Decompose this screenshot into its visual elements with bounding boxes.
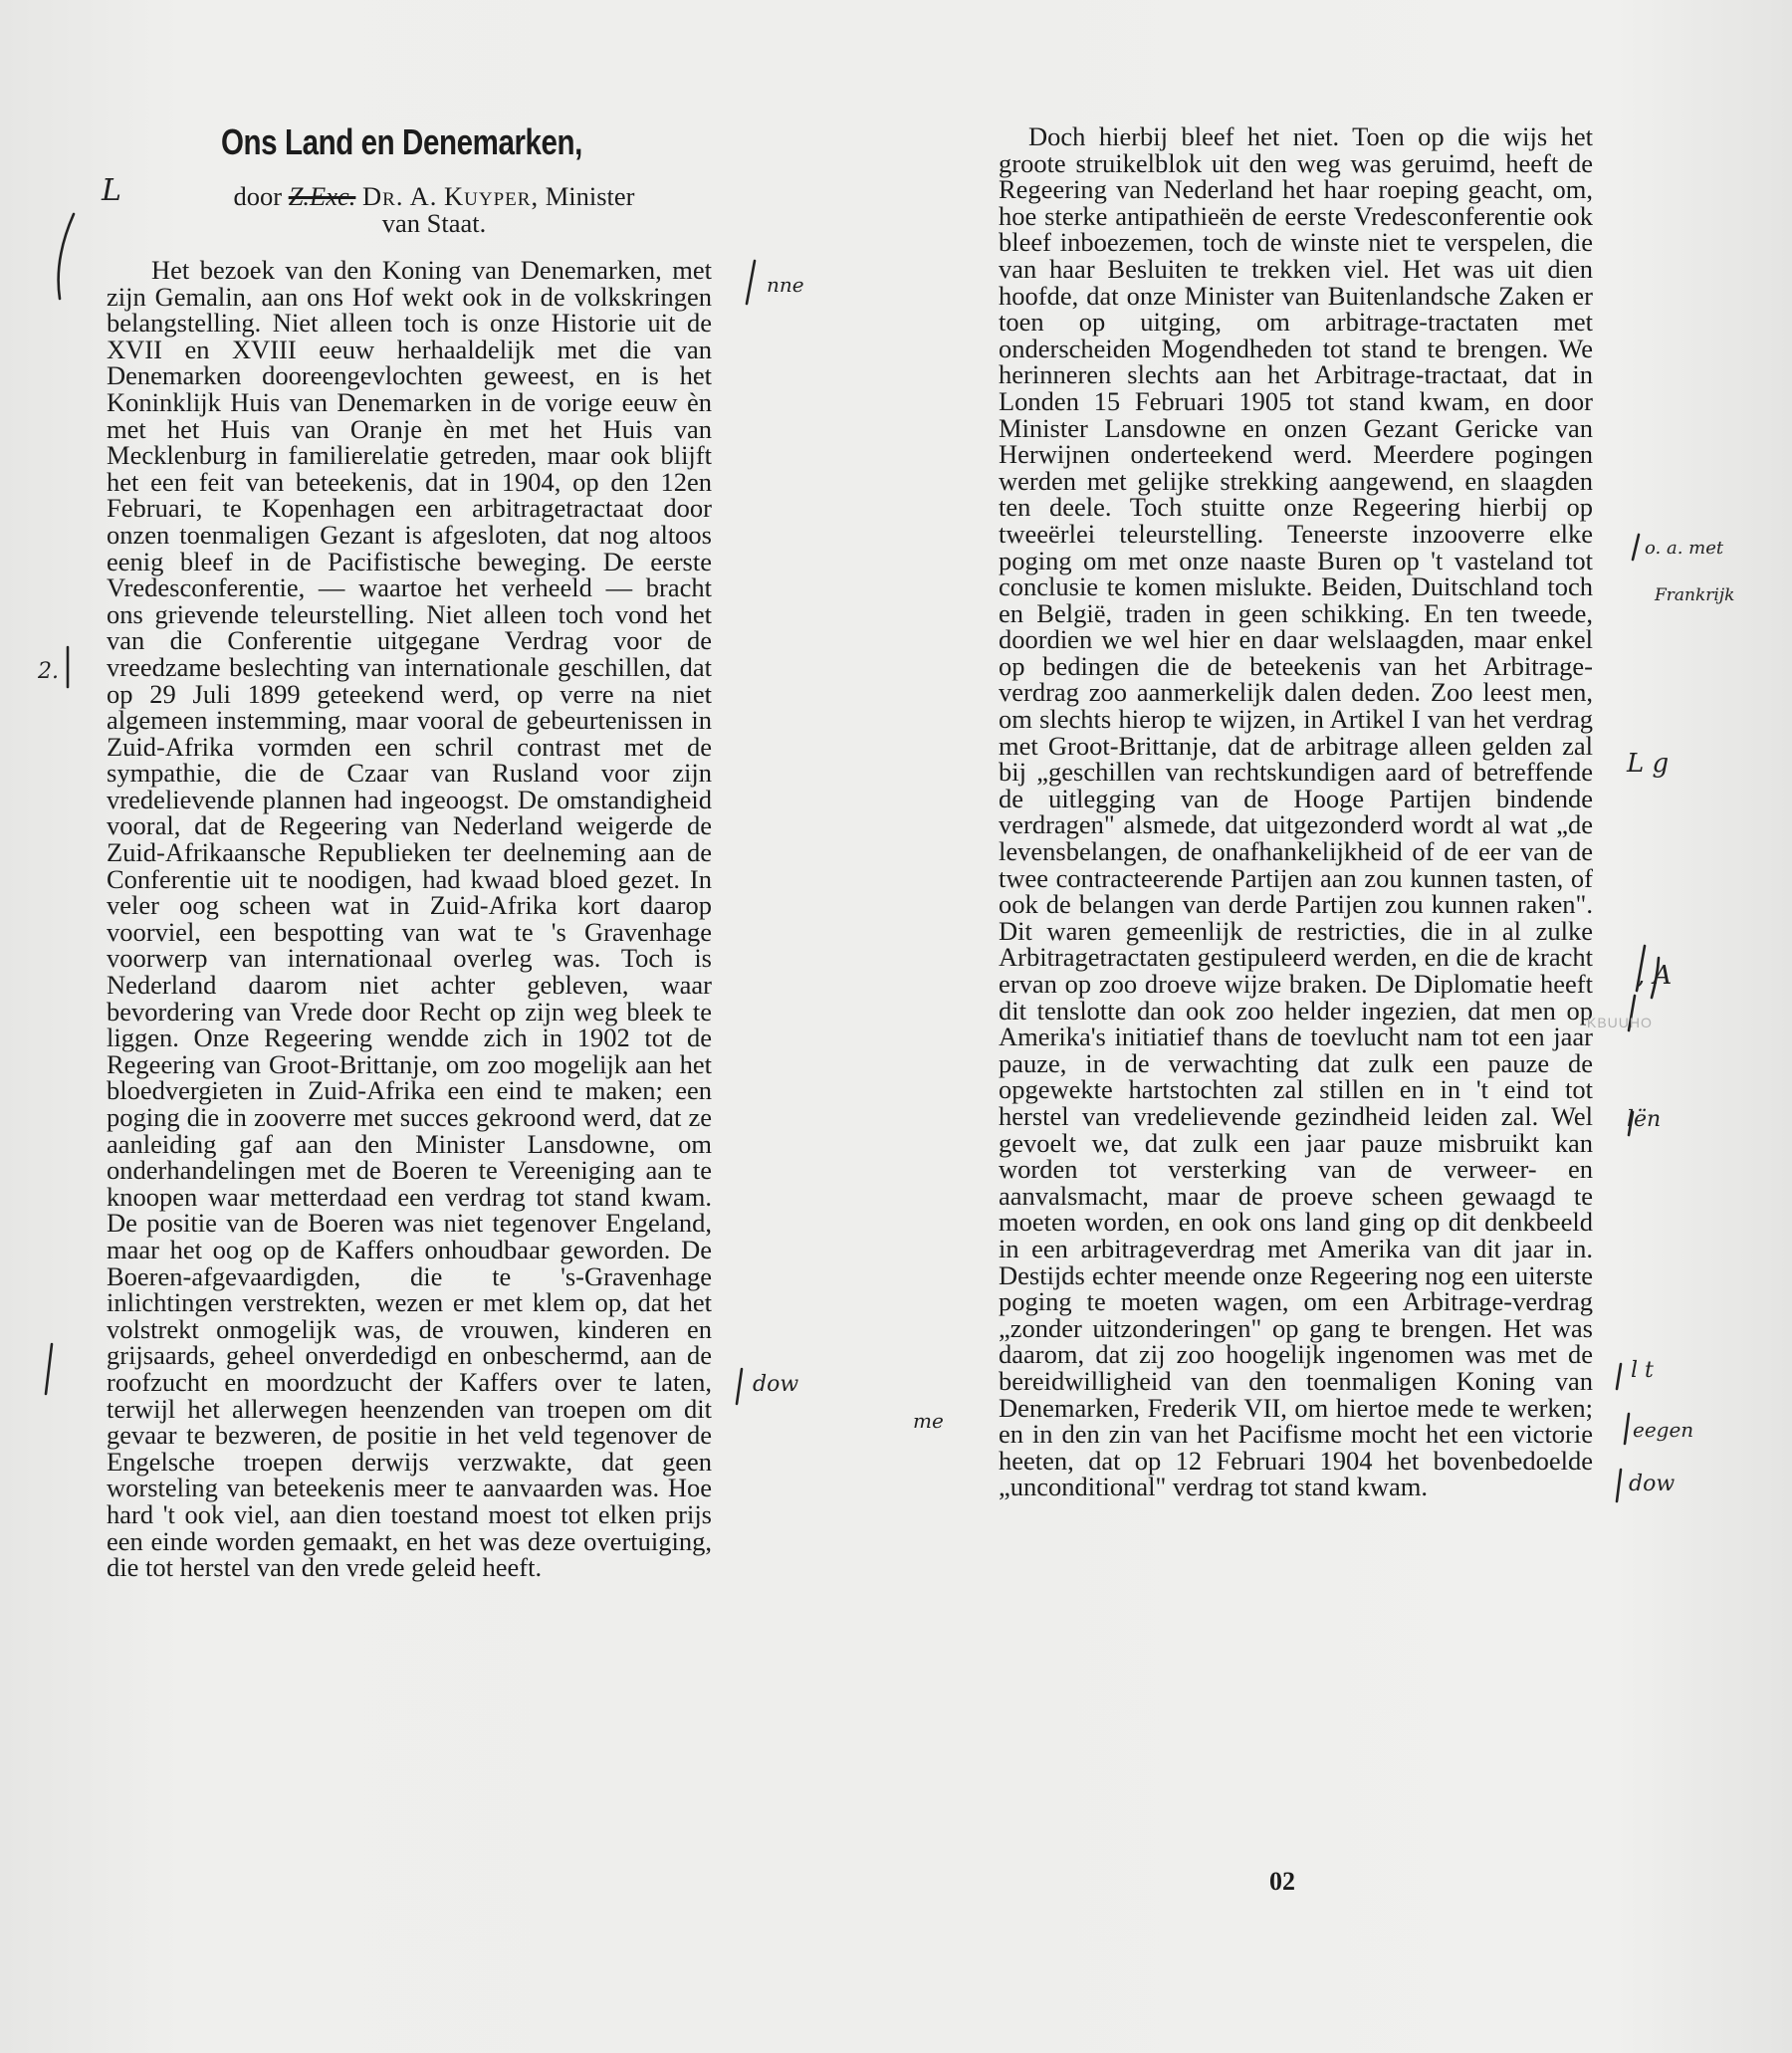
byline-author-name: Kuyper, [444, 181, 540, 211]
byline-prefix: door [233, 181, 283, 211]
margin-note-lg: L g [1627, 749, 1670, 779]
left-bar-mark-2 [46, 1344, 52, 1394]
margin-note-dow-right: dow [1629, 1472, 1676, 1496]
margin-note-frankrijk: Frankrijk [1655, 585, 1735, 605]
byline-author-prefix: Dr. A. [362, 181, 438, 211]
page-number: 02 [1269, 1867, 1295, 1896]
article-byline [175, 183, 693, 237]
byline-role-line1: Minister [545, 181, 635, 211]
right-column [999, 123, 1593, 1500]
margin-note-me: me [913, 1409, 944, 1433]
byline-struck-title: Z.Exc. [288, 181, 356, 211]
bar-mark-right-7 [1633, 535, 1639, 560]
left-bracket-mark [59, 214, 74, 299]
article-title: Ons Land en Denemarken, [221, 121, 582, 162]
bar-mark-right-5 [1625, 1414, 1629, 1444]
margin-note-left-top: L [102, 173, 121, 208]
right-column-paragraph: Doch hierbij bleef het niet. Toen op die wijs het groote struikelblok uit den weg was geruimd, heeft de Regeering van Nederland het haar roeping geacht, om, hoe sterke antipathieën de eerste Vredesconferentie ook bleef inboezemen, toch de winste niet te verspelen, die van haar Besluiten te trekken viel. Het was uit dien hoofde, dat onze Minister van Buitenlandsche Zaken er toen op uitging, om arbitrage-tractaten met onderscheiden Mogendheden tot stand te brengen. We herinneren slechts aan het Arbitrage-tractaat, dat in Londen 15 Februari 1905 tot stand kwam, en door Minister Lansdowne en onzen Gezant Gericke van Herwijnen onderteekend werd. Meerdere pogingen werden met gelijke strekking aangewend, en slaagden ten deele. Toch stuitte onze Regeering hierbij op tweeërlei teleurstelling. Teneerste inzooverre elke poging om met onze naaste Buren op 't vasteland tot conclusie te komen mislukte. Beiden, Duitschland toch en België, traden in geen schikking. En ten tweede, doordien we wel hier en daar welslaagden, maar enkel op bedingen die de beteekenis van het Arbitrage-verdrag zoo aanmerkelijk dalen deden. Zoo leest men, om slechts hierop te wijzen, in Artikel I van het verdrag met Groot-Brittanje, dat de arbitrage alleen gelden zal bij „geschillen van rechtskundigen aard of betreffende de uitlegging van de Hooge Partijen bindende verdragen" alsmede, dat uitgezonderd wordt al wat „de levensbelangen, de onafhankelijkheid of de eer van de twee contracteerende Partijen aan zou kunnen tasten, of ook de belangen van derde Partijen zou kunnen raken". Dit waren gemeenlijk de restricties, die in al zulke Arbitragetractaten gestipuleerd werden, en die de kracht ervan op zoo droeve wijze braken. De Diplomatie heeft dit tenslotte dan ook zoo helder ingezien, dat men op Amerika's initiatief thans de toevlucht nam tot een jaar pauze, in de verwachting dat zulk een pauze de opgewekte hartstochten zal stillen en in 't eind tot herstel van vredelievende gezindheid leiden zal. Wel gevoelt we, dat zulk een jaar pauze misbruikt kan worden tot versterking van de verweer- en aanvalsmacht, maar de proeve scheen gewaagd te moeten worden, en ook ons land ging op dit denkbeeld in een arbitrageverdrag met Amerika van dit jaar in. Destijds echter meende onze Regeering nog een uiterste poging te moeten wagen, om een Arbitrage-verdrag „zonder uitzonderingen" op gang te brengen. Het was daarom, dat zij zoo hoogelijk ingenomen was met de bereidwilligheid van den toenmaligen Koning van Denemarken, Frederik VII, om hiertoe mede te werken; en in den zin van het Pacifisme mocht het een victorie heeten, dat op 12 Februari 1904 het bovenbedoelde „unconditional" verdrag tot stand kwam. [999, 121, 1593, 1502]
margin-note-left-2: 2. [38, 659, 59, 684]
margin-note-eegen: eegen [1633, 1418, 1694, 1442]
margin-note-comma-a: , A [1637, 961, 1673, 991]
bleed-through-text: KBUUHO [1587, 1015, 1653, 1030]
bar-mark-right-6 [1617, 1470, 1621, 1501]
margin-note-nne: nne [767, 273, 804, 297]
bar-mark-right-4 [1617, 1364, 1621, 1389]
byline-role-line2: van Staat. [381, 208, 487, 238]
left-column-paragraph: Het bezoek van den Koning van Denemarken, met zijn Gemalin, aan ons Hof wekt ook in de volkskringen belangstelling. Niet alleen toch is onze Historie uit de XVII en XVIII eeuw herhaaldelijk met die van Denemarken dooreengevlochten geweest, en is het Koninklijk Huis van Denemarken in de vorige eeuw èn met het Huis van Oranje èn met het Huis van Mecklenburg in familierelatie getreden, maar ook blijft het een feit van beteekenis, dat in 1904, op den 12en Februari, te Kopenhagen een arbitragetractaat door onzen toenmaligen Gezant is afgesloten, dat nog altoos eenig bleef in de Pacifistische beweging. De eerste Vredesconferentie, — waartoe het verheeld — bracht ons grievende teleurstelling. Niet alleen toch vond het van die Conferentie uitgegane Verdrag voor de vreedzame beslechting van internationale geschillen, dat op 29 Juli 1899 geteekend werd, op verre na niet algemeen instemming, maar vooral de gebeurtenissen in Zuid-Afrika vormden een schril contrast met de sympathie, die de Czaar van Rusland voor zijn vredelievende plannen had ingeoogst. De omstandigheid vooral, dat de Regeering van Nederland weigerde de Zuid-Afrikaansche Republieken ter deelneming aan de Conferentie uit te noodigen, had kwaad bloed gezet. In veler oog scheen wat in Zuid-Afrika kort daarop voorviel, een bespotting van wat te 's Gravenhage voorwerp van internationaal overleg was. Toch is Nederland daarom niet achter gebleven, waar bevordering van Vrede door Recht op zijn weg bleek te liggen. Onze Regeering wendde zich in 1902 tot de Regeering van Groot-Brittanje, om zoo mogelijk aan het bloedvergieten in Zuid-Afrika een eind te maken; een poging die in zooverre met succes gekroond werd, dat ze aanleiding gaf aan den Minister Lansdowne, om onderhandelingen met de Boeren te Vereeniging aan te knoopen waar metterdaad een verdrag tot stand kwam. De positie van de Boeren was niet tegenover Engeland, maar het oog op de Kaffers onhoudbaar geworden. De Boeren-afgevaardigden, die te 's-Gravenhage inlichtingen verstrekten, wezen er met klem op, dat het volstrekt onmogelijk was, de vrouwen, kinderen en grijsaards, geheel onverdedigd en onbeschermd, aan de roofzucht en moordzucht der Kaffers over te laten, terwijl het allerwegen heenzenden van troepen om dit gevaar te bezweren, de positie in het veld tegenover de Engelsche troepen derwijs verzwakte, dat geen worsteling van beteekenis meer te aanvaarden was. Hoe hard 't ook viel, aan dien toestand moest tot elken prijs een einde worden gemaakt, en het was deze overtuiging, die tot herstel van den vrede geleid heeft. [107, 255, 712, 1583]
margin-note-len: lën [1627, 1107, 1662, 1132]
bar-mark-dow [737, 1369, 742, 1404]
margin-note-oa-met: o. a. met [1645, 538, 1724, 559]
margin-note-dow-left: dow [753, 1372, 799, 1397]
left-column [107, 257, 712, 1581]
bar-mark-nne [747, 261, 755, 304]
margin-note-lt: l t [1631, 1358, 1654, 1383]
